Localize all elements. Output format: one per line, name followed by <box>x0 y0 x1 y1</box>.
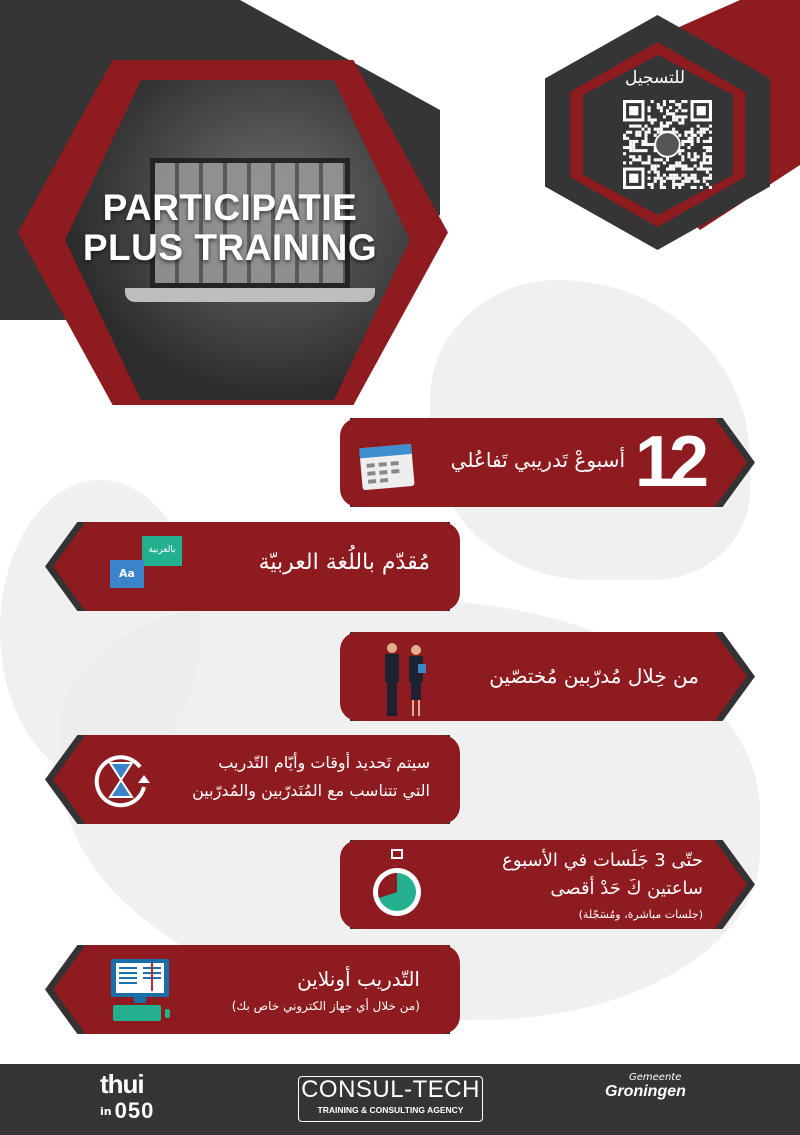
badge-aa: Aa <box>110 560 144 588</box>
feature-line-1: سيتم تَحديد أوقات وأيّام التّدريب <box>218 753 430 772</box>
trainers-icon <box>378 640 433 720</box>
logo3-top: Gemeente <box>629 1072 682 1083</box>
hero-title <box>60 188 400 268</box>
qr-code[interactable] <box>623 100 712 189</box>
feature-line-1: حتّى 3 جَلَسات في الأسبوع <box>502 850 703 871</box>
feature-text: من خِلال مُدرّبين مُختصّين <box>489 664 699 688</box>
feature-line-1: التّدريب أونلاين <box>297 967 420 991</box>
logo-gemeente-groningen <box>605 1072 715 1127</box>
hourglass-cycle-icon <box>90 749 152 811</box>
feature-card-schedule <box>45 735 460 824</box>
logo3-main: Groningen <box>605 1083 686 1100</box>
speech-bubbles-icon <box>110 536 200 596</box>
register-label: للتسجيل <box>624 68 686 88</box>
footer <box>0 1064 800 1135</box>
feature-line-2: ساعتين كَ حَدْ أقصى <box>550 878 703 899</box>
badge-arabic: بالعربية <box>142 536 182 566</box>
logo1-top: thui <box>100 1069 144 1099</box>
feature-line-2: التي تتناسب مع المُتَدرّبين والمُدرّبين <box>192 781 430 800</box>
feature-card-trainers <box>340 632 755 721</box>
logo-thuis-in-050 <box>100 1070 190 1130</box>
title-line-2: PLUS TRAINING <box>82 227 378 268</box>
computer-icon <box>107 957 177 1027</box>
logo1-bottom <box>100 1098 190 1124</box>
logo-consul-tech <box>298 1076 483 1122</box>
laptop-base <box>125 288 375 302</box>
calendar-icon <box>358 438 418 493</box>
logo2-sub: TRAINING & CONSULTING AGENCY <box>317 1105 464 1115</box>
feature-text: مُقدّم باللُغة العربيّة <box>258 550 430 575</box>
feature-note: (من خلال أي جهاز الكتروني خاص بك) <box>231 999 420 1013</box>
feature-note: (جلسات مباشرة، ومُسَجّلة) <box>578 908 703 921</box>
logo1-in: in <box>100 1104 112 1118</box>
weeks-number: 12 <box>634 422 703 502</box>
logo2-main: CONSUL-TECH <box>301 1076 480 1103</box>
feature-card-sessions <box>340 840 755 929</box>
feature-card-online <box>45 945 460 1034</box>
logo1-num: 050 <box>114 1098 155 1123</box>
stopwatch-icon <box>368 848 428 923</box>
title-line-1: PARTICIPATIE <box>102 187 358 228</box>
feature-text: أسبوعْ تَدريبي تَفاعُلي <box>450 448 625 472</box>
feature-card-arabic <box>45 522 460 611</box>
feature-card-weeks <box>340 418 755 507</box>
